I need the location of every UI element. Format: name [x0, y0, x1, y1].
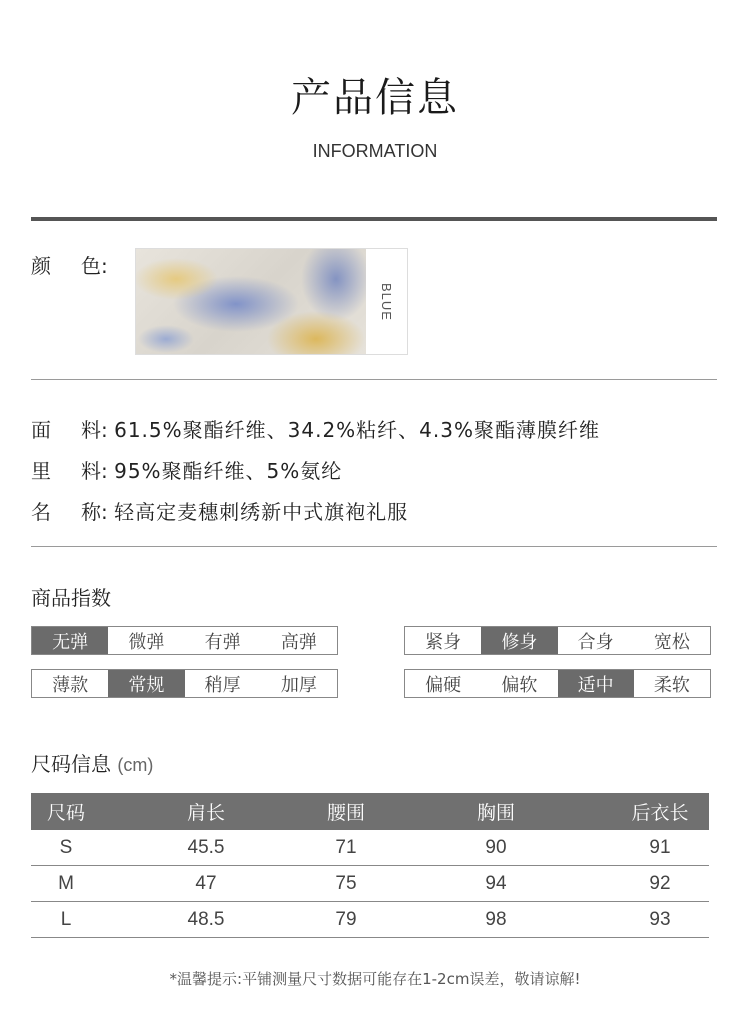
table-cell: 98 [485, 908, 507, 930]
fabric-swatch-image [136, 249, 366, 354]
spec-row-lining: 里 料: 95%聚酯纤维、5%氨纶 [31, 459, 343, 483]
table-cell: 45.5 [187, 836, 225, 858]
option-cell[interactable]: 微弹 [128, 631, 165, 653]
table-header [31, 793, 709, 830]
divider [31, 379, 717, 380]
table-cell: 71 [335, 836, 357, 858]
table-cell: 90 [485, 836, 507, 858]
option-cell[interactable]: 宽松 [653, 631, 690, 653]
option-cell[interactable]: 合身 [577, 631, 614, 653]
thickness-selector [31, 669, 338, 698]
measurement-note: *温馨提示:平铺测量尺寸数据可能存在1-2cm误差，敬请谅解! [169, 970, 581, 988]
table-cell: 79 [335, 908, 357, 930]
column-header: 腰围 [326, 802, 365, 824]
spec-row-name: 名 称: 轻高定麦穗刺绣新中式旗袍礼服 [31, 500, 409, 524]
column-header: 胸围 [476, 802, 515, 824]
color-label: 颜 色: [31, 254, 108, 278]
option-cell[interactable]: 加厚 [280, 674, 317, 696]
table-cell: 47 [195, 872, 217, 894]
page-subtitle: INFORMATION [312, 141, 438, 161]
option-cell[interactable]: 稍厚 [204, 674, 241, 696]
spec-value: 轻高定麦穗刺绣新中式旗袍礼服 [114, 500, 409, 524]
spec-row-fabric: 面 料: 61.5%聚酯纤维、34.2%粘纤、4.3%聚酯薄膜纤维 [31, 418, 600, 442]
option-cell[interactable]: 柔软 [653, 674, 690, 696]
option-cell[interactable]: 高弹 [280, 631, 317, 653]
option-cell[interactable]: 紧身 [425, 631, 462, 653]
table-row [31, 902, 709, 938]
table-cell: L [60, 908, 72, 930]
option-cell[interactable]: 偏软 [501, 674, 538, 696]
header-divider [31, 217, 717, 221]
swatch-name: BLUE [379, 282, 394, 321]
table-cell: 94 [485, 872, 507, 894]
table-cell: 75 [335, 872, 357, 894]
fit-selector [404, 626, 711, 655]
spec-value: 95%聚酯纤维、5%氨纶 [114, 459, 343, 483]
index-title: 商品指数 [31, 586, 111, 610]
color-swatch[interactable] [135, 248, 408, 355]
table-cell: 48.5 [187, 908, 225, 930]
spec-value: 61.5%聚酯纤维、34.2%粘纤、4.3%聚酯薄膜纤维 [114, 418, 600, 442]
option-cell[interactable]: 薄款 [52, 674, 89, 696]
column-header: 后衣长 [631, 802, 689, 824]
option-cell[interactable]: 适中 [558, 670, 634, 697]
column-header: 肩长 [186, 802, 225, 824]
table-row [31, 830, 709, 866]
column-header: 尺码 [46, 802, 85, 824]
size-section-title: 尺码信息 (cm) [31, 752, 154, 776]
divider [31, 546, 717, 547]
elasticity-selector [31, 626, 338, 655]
size-table [31, 793, 709, 938]
table-row [31, 866, 709, 902]
table-cell: M [58, 872, 74, 894]
option-cell[interactable]: 常规 [108, 670, 184, 697]
option-cell[interactable]: 有弹 [204, 631, 241, 653]
table-cell: 93 [649, 908, 671, 930]
option-cell[interactable]: 偏硬 [425, 674, 462, 696]
table-cell: 91 [649, 836, 671, 858]
option-cell[interactable]: 无弹 [32, 627, 108, 654]
table-cell: 92 [649, 872, 671, 894]
table-cell: S [59, 836, 73, 858]
swatch-name-box [366, 249, 407, 354]
page-title: 产品信息 [291, 75, 459, 121]
softness-selector [404, 669, 711, 698]
option-cell[interactable]: 修身 [481, 627, 557, 654]
